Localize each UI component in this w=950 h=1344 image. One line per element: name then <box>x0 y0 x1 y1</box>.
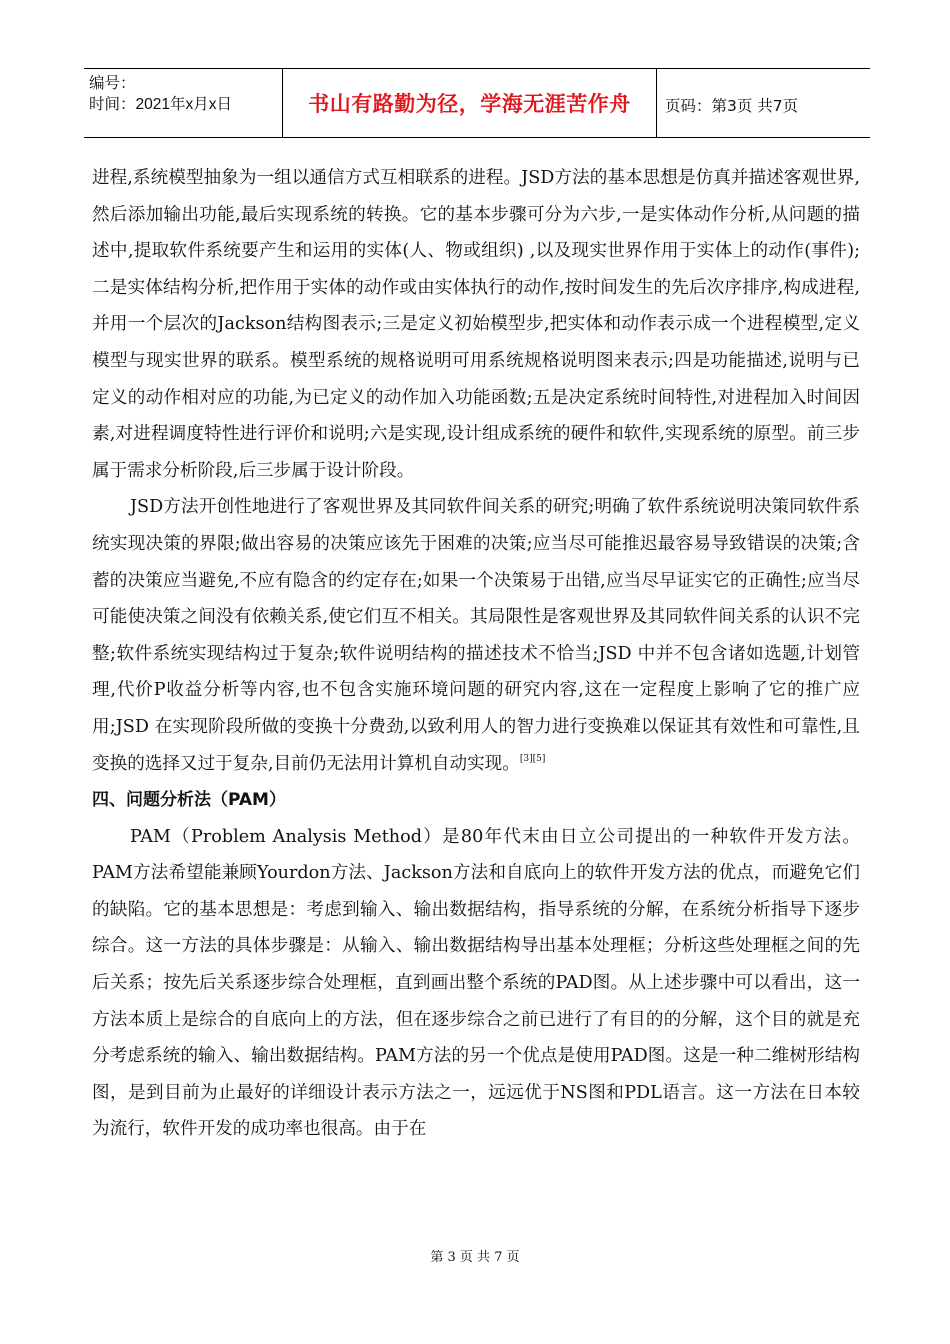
paragraph-jsd-evaluation <box>92 489 860 782</box>
document-number-label: 编号： <box>89 75 136 92</box>
document-body <box>92 160 860 1148</box>
header-meta <box>84 69 283 137</box>
paragraph-jsd-evaluation-text: JSD方法开创性地进行了客观世界及其同软件间关系的研究;明确了软件系统说明决策同软件系统实现决策的界限;做出容易的决策应该先于困难的决策;应当尽可能推迟最容易导致错误的决策;含蓄的决策应当避免,不应有隐含的约定存在;如果一个决策易于出错,应当尽早证实它的正确性;应当尽可能使决策之间没有依赖关系,使它们互不相关。其局限性是客观世界及其同软件间关系的认识不完整;软件系统实现结构过于复杂;软件说明结构的描述技术不恰当;JSD 中并不包含诸如选题,计划管理,代价P收益分析等内容,也不包含实施环境问题的研究内容,这在一定程度上影响了它的推广应用;JSD 在实现阶段所做的变换十分费劲,以致利用人的智力进行变换难以保证其有效性和可靠性,且变换的选择又过于复杂,目前仍无法用计算机自动实现。 <box>92 497 860 774</box>
citation-reference: [3][5] <box>519 753 546 764</box>
section-heading-pam: 四、问题分析法（PAM） <box>92 790 286 811</box>
document-date: 时间：2021年x月x日 <box>89 96 232 113</box>
page-footer: 第 3 页 共 7 页 <box>430 1250 520 1265</box>
paragraph-pam: PAM（Problem Analysis Method）是80年代末由日立公司提出的一种软件开发方法。PAM方法希望能兼顾Yourdon方法、Jackson方法和自底向上的软件开发方法的优点，而避免它们的缺陷。它的基本思想是：考虑到输入、输出数据结构，指导系统的分解，在系统分析指导下逐步综合。这一方法的具体步骤是：从输入、输出数据结构导出基本处理框；分析这些处理框之间的先后关系；按先后关系逐步综合处理框，直到画出整个系统的PAD图。从上述步骤中可以看出，这一方法本质上是综合的自底向上的方法，但在逐步综合之前已进行了有目的的分解，这个目的就是充分考虑系统的输入、输出数据结构。PAM方法的另一个优点是使用PAD图。这是一种二维树形结构图，是到目前为止最好的详细设计表示方法之一，远远优于NS图和PDL语言。这一方法在日本较为流行，软件开发的成功率也很高。由于在 <box>92 826 860 1140</box>
paragraph-jsd-steps: 进程,系统模型抽象为一组以通信方式互相联系的进程。JSD方法的基本思想是仿真并描述客观世界,然后添加输出功能,最后实现系统的转换。它的基本步骤可分为六步,一是实体动作分析,从问题的描述中,提取软件系统要产生和运用的实体(人、物或组织) ,以及现实世界作用于实体上的动作(事件);二是实体结构分析,把作用于实体的动作或由实体执行的动作,按时间发生的先后次序排序,构成进程,并用一个层次的Jackson结构图表示;三是定义初始模型步,把实体和动作表示成一个进程模型,定义模型与现实世界的联系。模型系统的规格说明可用系统规格说明图来表示;四是功能描述,说明与已定义的动作相对应的功能,为已定义的动作加入功能函数;五是决定系统时间特性,对进程加入时间因素,对进程调度特性进行评价和说明;六是实现,设计组成系统的硬件和软件,实现系统的原型。前三步属于需求分析阶段,后三步属于设计阶段。 <box>92 168 860 481</box>
header-page-info: 页码：第3页 共7页 <box>665 97 799 115</box>
header-motto: 书山有路勤为径，学海无涯苦作舟 <box>283 69 657 137</box>
page-header <box>84 68 870 138</box>
